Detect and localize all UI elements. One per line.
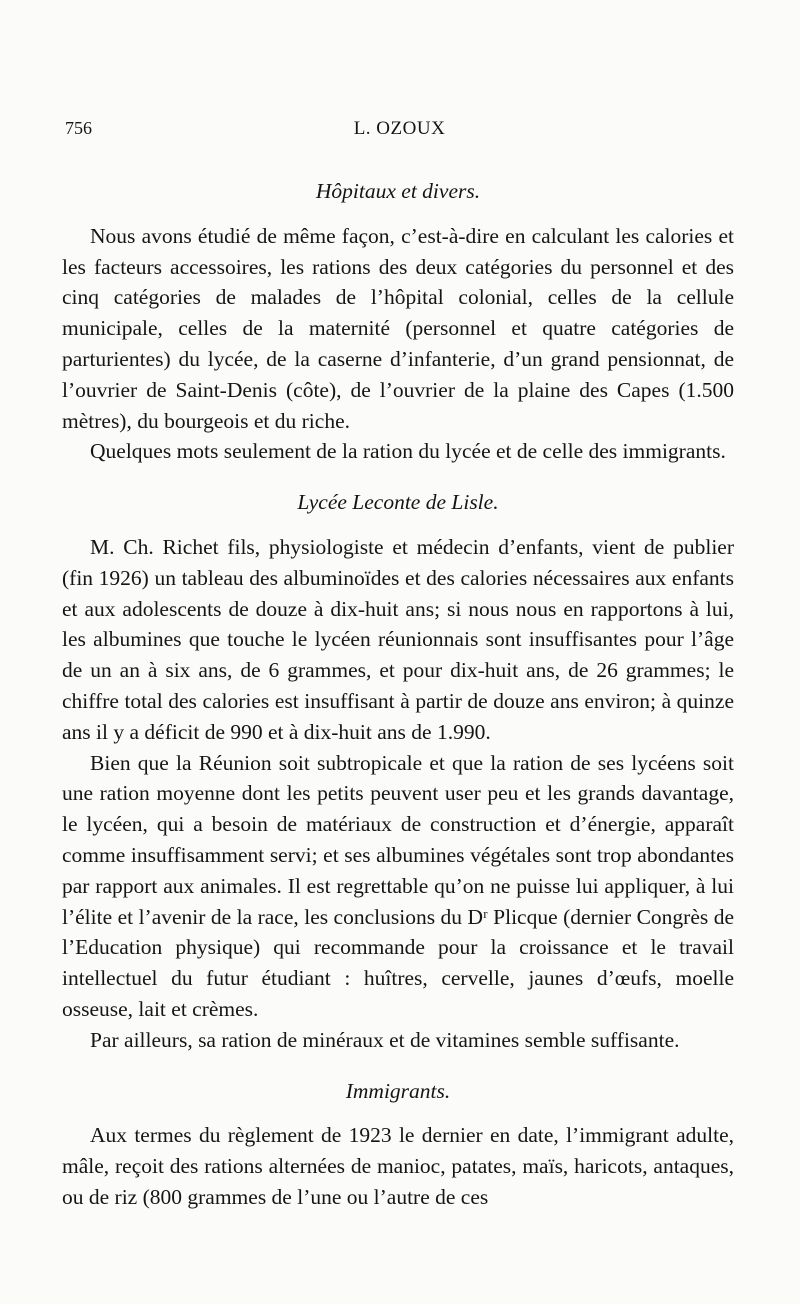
section-title-immigrants: Immigrants. [345,1078,451,1103]
paragraph: Nous avons étudié de même façon, c’est-à-dire en calculant les calories et les facteurs accessoires, les rations des deux catégories du personnel et des cinq catégories de malades de l’hôpital colonial, celles de la cellule municipale, celles de la maternité (personnel et quatre catégories de parturientes) du lycée, de la caserne d’infanterie, d’un grand pensionnat, de l’ouvrier de Saint-Denis (côte), de l’ouvrier de la plaine des Capes (1.500 mètres), du bourgeois et du riche. [62,223,734,433]
paragraph: Quelques mots seulement de la ration du lycée et de celle des immigrants. [90,439,726,464]
page-number: 756 [65,118,92,138]
paragraph: Aux termes du règlement de 1923 le dernier en date, l’immigrant adulte, mâle, reçoit des rations alternées de manioc, patates, maïs, haricots, antaques, ou de riz (800 grammes de l’une ou l’autre de ces [62,1123,734,1209]
section-title-hopitaux: Hôpitaux et divers. [315,179,481,203]
page-body [62,172,734,1213]
running-head: L. OZOUX [353,118,446,139]
paragraph: M. Ch. Richet fils, physiologiste et médecin d’enfants, vient de publier (fin 1926) un tableau des albuminoïdes et des calories nécessaires aux enfants et aux adolescents de douze à dix-huit ans; si nous nous en rapportons à lui, les albumines que touche le lycéen réunionnais sont insuffisantes pour l’âge de un an à six ans, de 6 grammes, et pour dix-huit ans, de 26 grammes; le chiffre total des calories est insuffisant à partir de douze ans environ; à quinze ans il y a déficit de 990 et à dix-huit ans de 1.990. [62,534,734,744]
section-title-lycee: Lycée Leconte de Lisle. [297,490,499,515]
page-header [65,118,734,140]
paragraph: Par ailleurs, sa ration de minéraux et de vitamines semble suffisante. [90,1027,680,1052]
paragraph: Bien que la Réunion soit subtropicale et que la ration de ses lycéens soit une ration moyenne dont les petits peuvent user peu et les grands davantage, le lycéen, qui a besoin de matériaux de construction et d’énergie, apparaît comme insuffisamment servi; et ses albumines végétales sont trop abondantes par rapport aux animales. Il est regrettable qu’on ne puisse lui appliquer, à lui l’élite et l’avenir de la race, les conclusions du Dʳ Plicque (dernier Congrès de l’Education physique) qui recommande pour la croissance et le travail intellectuel du futur étudiant : huîtres, cervelle, jaunes d’œufs, moelle osseuse, lait et crèmes. [62,750,734,1021]
